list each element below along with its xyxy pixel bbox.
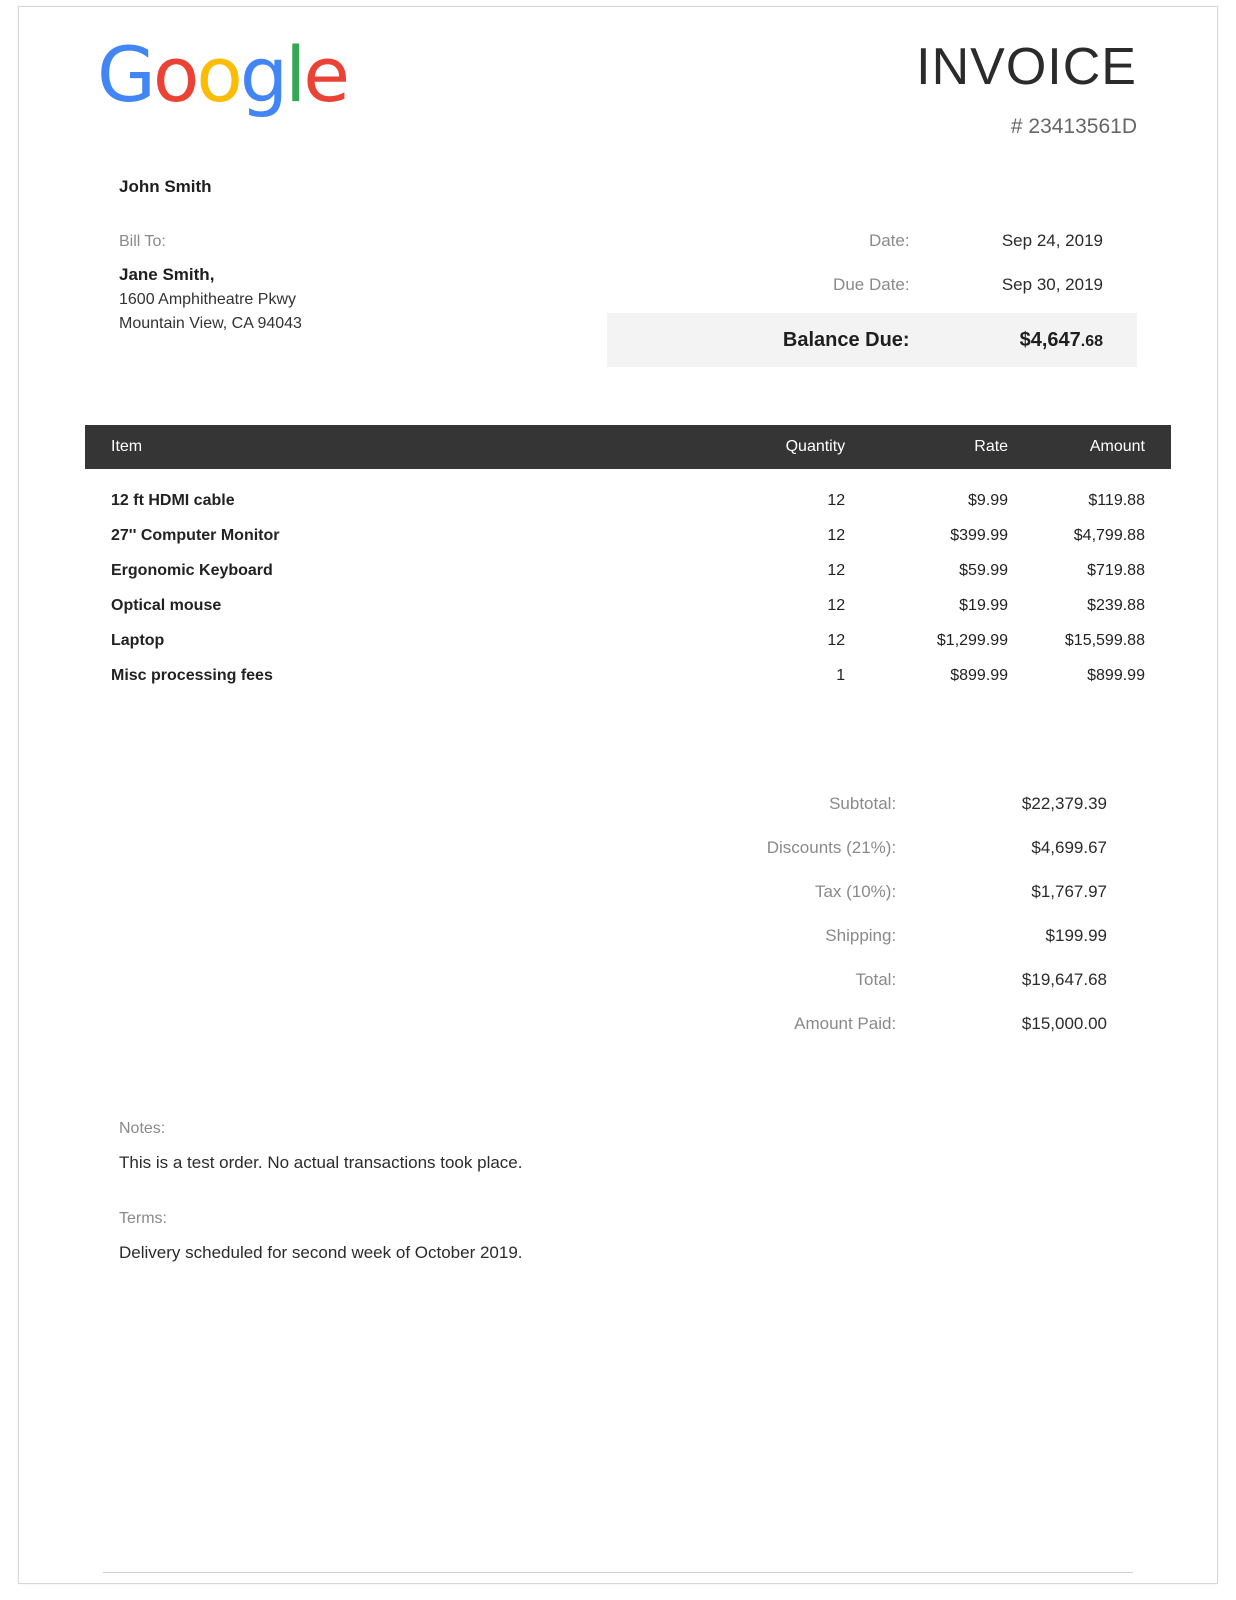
meta-row-date <box>607 219 1137 263</box>
column-header-quantity: Quantity <box>785 438 846 455</box>
subtotal-label: Subtotal: <box>829 794 897 813</box>
logo-letter: o <box>196 30 240 119</box>
cell-rate: $9.99 <box>968 491 1009 509</box>
totals-row-total <box>577 958 1137 1002</box>
invoice-content <box>19 7 1217 1583</box>
page-title: INVOICE <box>916 38 1137 96</box>
meta-row-due-date <box>607 263 1137 307</box>
cell-amount: $239.88 <box>1087 596 1145 614</box>
cell-item: Ergonomic Keyboard <box>111 561 273 579</box>
cell-quantity: 12 <box>827 491 846 509</box>
bill-to-address-line1: 1600 Amphitheatre Pkwy <box>119 291 296 308</box>
column-header-amount: Amount <box>1089 438 1145 455</box>
footer-divider <box>103 1572 1133 1573</box>
total-label: Total: <box>855 970 897 989</box>
balance-due-label: Balance Due: <box>782 328 910 351</box>
totals-row-discounts <box>577 826 1137 870</box>
terms-label: Terms: <box>119 1210 167 1227</box>
cell-amount: $4,799.88 <box>1073 526 1145 544</box>
shipping-value: $199.99 <box>1045 926 1107 945</box>
cell-quantity: 1 <box>836 666 846 684</box>
amount-paid-value: $15,000.00 <box>1021 1014 1107 1033</box>
column-header-rate: Rate <box>974 438 1009 455</box>
cell-quantity: 12 <box>827 631 846 649</box>
table-row <box>85 553 1171 588</box>
notes-text: This is a test order. No actual transactions took place. <box>119 1153 523 1172</box>
table-row <box>85 623 1171 658</box>
google-logo <box>97 30 348 119</box>
logo-letter: l <box>285 30 304 119</box>
totals-section <box>577 782 1137 1046</box>
table-row <box>85 518 1171 553</box>
cell-item: Laptop <box>111 631 165 649</box>
cell-rate: $19.99 <box>959 596 1009 614</box>
bill-to-name: Jane Smith, <box>119 265 215 284</box>
column-header-item: Item <box>111 438 143 455</box>
cell-amount: $15,599.88 <box>1064 631 1145 649</box>
bill-to-address-line2: Mountain View, CA 94043 <box>119 315 302 332</box>
totals-row-amount-paid <box>577 1002 1137 1046</box>
table-row <box>85 483 1171 518</box>
cell-rate: $899.99 <box>950 666 1009 684</box>
logo-letter: e <box>303 30 348 119</box>
due-date-value: Sep 30, 2019 <box>1001 275 1103 294</box>
terms-text: Delivery scheduled for second week of October 2019. <box>119 1243 523 1262</box>
invoice-number: # 23413561D <box>1010 115 1137 138</box>
cell-quantity: 12 <box>827 596 846 614</box>
line-items-table <box>85 425 1171 693</box>
cell-rate: $1,299.99 <box>936 631 1009 649</box>
subtotal-value: $22,379.39 <box>1021 794 1107 813</box>
cell-amount: $899.99 <box>1087 666 1145 684</box>
tax-value: $1,767.97 <box>1031 882 1107 901</box>
balance-due-value <box>936 329 1137 352</box>
invoice-meta <box>607 219 1137 367</box>
logo-letter: G <box>97 30 153 119</box>
notes-label: Notes: <box>119 1120 166 1137</box>
discounts-label: Discounts (21%): <box>766 838 897 857</box>
totals-row-subtotal <box>577 782 1137 826</box>
balance-due-cents: .68 <box>1080 332 1103 350</box>
date-value: Sep 24, 2019 <box>1001 231 1103 250</box>
table-header-row <box>85 425 1171 469</box>
shipping-label: Shipping: <box>825 926 897 945</box>
table-body <box>85 469 1171 693</box>
totals-row-tax <box>577 870 1137 914</box>
date-label: Date: <box>868 231 910 250</box>
cell-rate: $399.99 <box>950 526 1009 544</box>
table-row <box>85 658 1171 693</box>
cell-item: 12 ft HDMI cable <box>111 491 235 509</box>
cell-quantity: 12 <box>827 526 846 544</box>
cell-rate: $59.99 <box>959 561 1009 579</box>
table-row <box>85 588 1171 623</box>
balance-due-row <box>607 313 1137 367</box>
amount-paid-label: Amount Paid: <box>794 1014 897 1033</box>
invoice-sheet <box>18 6 1218 1584</box>
cell-amount: $719.88 <box>1087 561 1145 579</box>
totals-row-shipping <box>577 914 1137 958</box>
sender-name: John Smith <box>119 177 212 196</box>
tax-label: Tax (10%): <box>814 882 897 901</box>
cell-quantity: 12 <box>827 561 846 579</box>
discounts-value: $4,699.67 <box>1031 838 1107 857</box>
logo-letter: o <box>152 30 197 119</box>
balance-due-amount: $4,647 <box>1019 328 1081 351</box>
total-value: $19,647.68 <box>1021 970 1107 989</box>
cell-item: Misc processing fees <box>111 666 273 684</box>
cell-item: Optical mouse <box>111 596 222 614</box>
logo-letter: g <box>239 30 286 119</box>
cell-amount: $119.88 <box>1088 491 1145 509</box>
cell-item: 27'' Computer Monitor <box>111 526 280 544</box>
due-date-label: Due Date: <box>833 275 910 294</box>
bill-to-label: Bill To: <box>119 233 166 250</box>
